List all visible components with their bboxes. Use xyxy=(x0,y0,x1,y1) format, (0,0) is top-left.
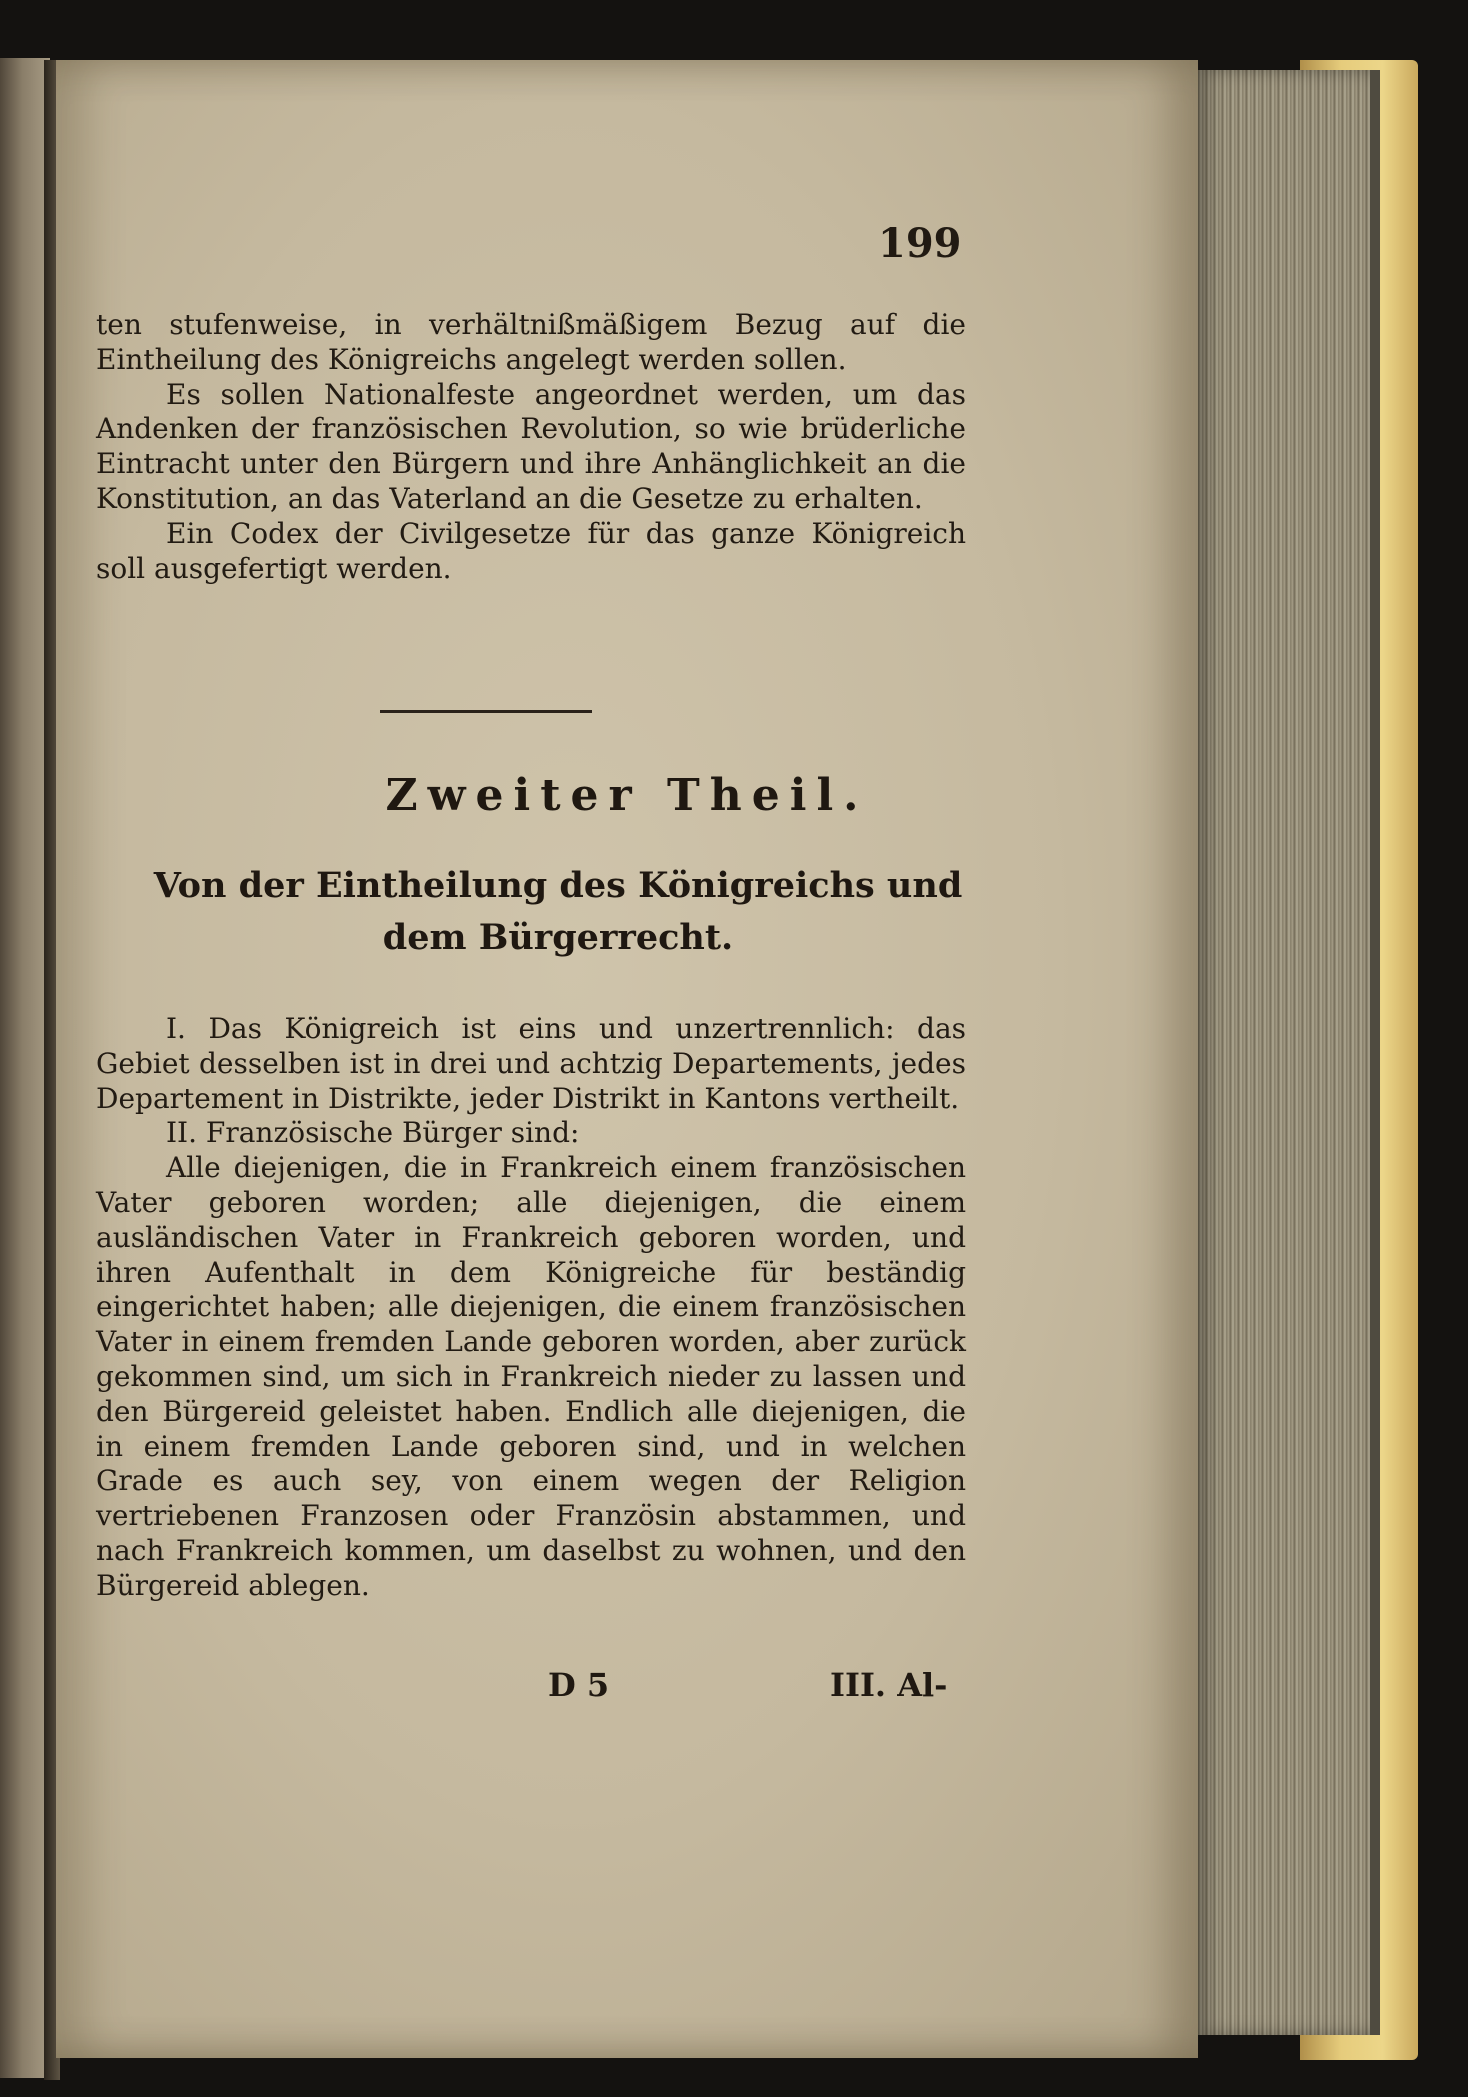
section-divider xyxy=(380,710,592,713)
paragraph-nationalfeste: Es sollen Nationalfeste angeordnet werden, um das Andenken der französischen Revolution, so wie brüderliche Eintracht unter den Bürgern und ihre Anhänglichkeit an die Konstitution, an das Vaterland an die Gesetze zu erhalten. xyxy=(96,377,966,515)
article-2-body: Alle diejenigen, die in Frankreich einem französischen Vater geboren worden; alle diejenigen, die einem ausländischen Vater in Frankreich geboren worden, und ihren Aufenthalt in dem Königreiche für beständig eingerichtet haben; alle diejenigen, die einem französischen Vater in einem fremden Lande geboren worden, aber zurück gekommen sind, um sich in Frankreich nieder zu lassen und den Bürgereid geleistet haben. Endlich alle diejenigen, die in einem fremden Lande geboren sind, und in welchen Grade es auch sey, von einem wegen der Religion vertriebenen Franzosen oder Französin abstammen, und nach Frankreich kommen, um daselbst zu wohnen, und den Bürgereid ablegen. xyxy=(96,1151,966,1602)
section-title xyxy=(152,860,964,964)
page-number: 199 xyxy=(878,220,962,267)
section-title-line-1: Von der Eintheilung des Königreichs und xyxy=(153,865,963,906)
part-title: Zweiter Theil. xyxy=(385,770,869,821)
page-block-edges xyxy=(1195,70,1380,2035)
top-text-block xyxy=(96,308,966,586)
article-1: I. Das Königreich ist eins und unzertrennlich: das Gebiet desselben ist in drei und achtzig Departements, jedes Departement in Distrikte, jeder Distrikt in Kantons vertheilt. xyxy=(96,1012,966,1115)
left-page-edge xyxy=(0,58,50,2078)
signature-mark: D 5 xyxy=(548,1666,610,1704)
bottom-text-block xyxy=(96,1012,966,1604)
catchword: III. Al- xyxy=(830,1666,948,1704)
section-title-line-2: dem Bürgerrecht. xyxy=(382,917,734,958)
paragraph-codex: Ein Codex der Civilgesetze für das ganze Königreich soll ausgefertigt werden. xyxy=(96,516,966,585)
paragraph-continuation: ten stufenweise, in verhältnißmäßigem Bezug auf die Eintheilung des Königreichs angelegt werden sollen. xyxy=(96,308,966,376)
article-2-heading: II. Französische Bürger sind: xyxy=(166,1116,580,1150)
